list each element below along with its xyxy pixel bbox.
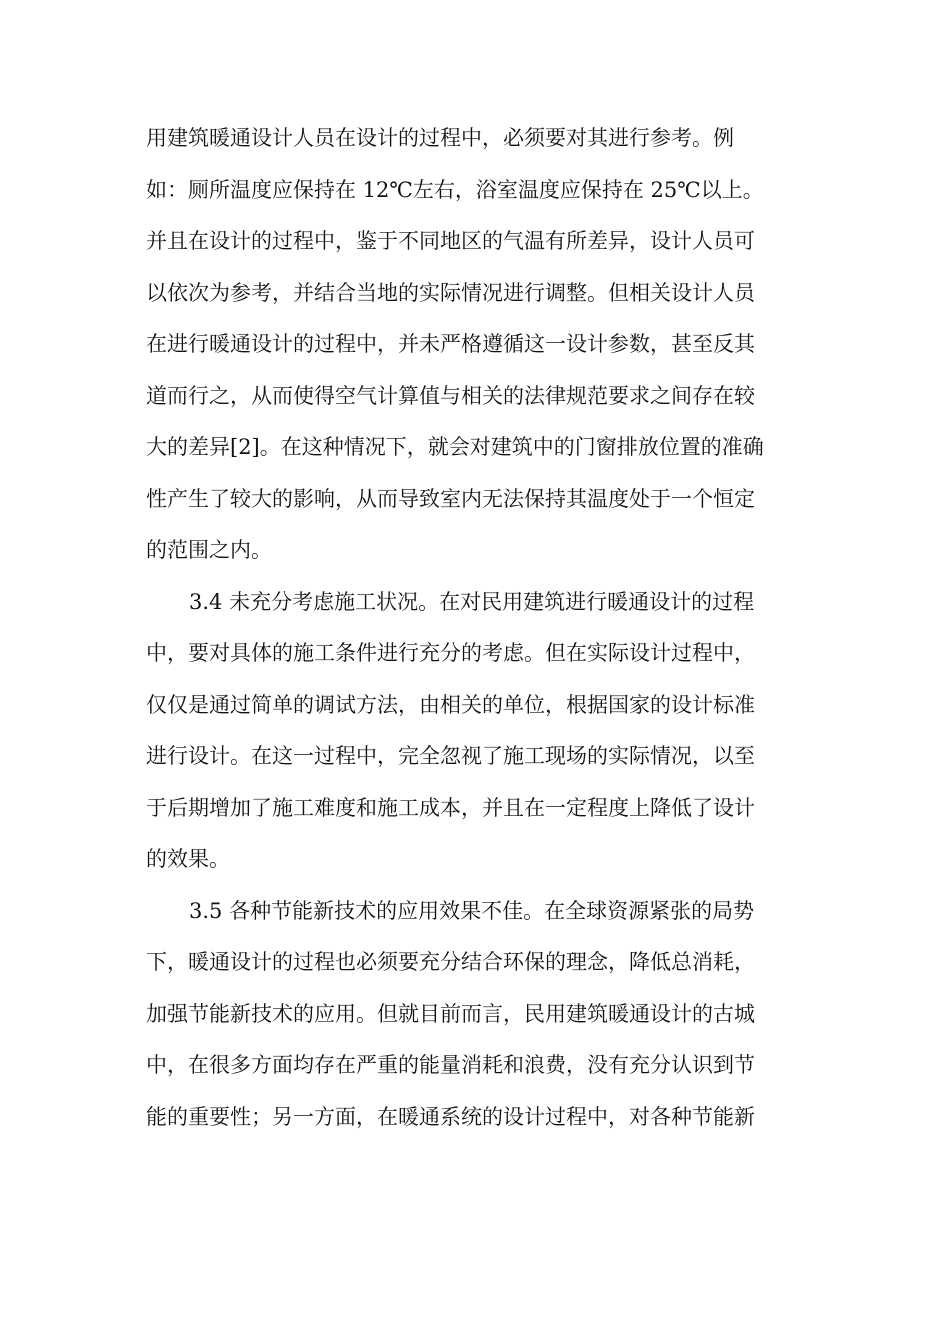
text-line: 加强节能新技术的应用。但就目前而言，民用建筑暖通设计的古城	[146, 1001, 755, 1026]
text-line: 并且在设计的过程中，鉴于不同地区的气温有所差异，设计人员可	[146, 229, 755, 253]
text-line: 仅仅是通过简单的调试方法，由相关的单位，根据国家的设计标准	[146, 692, 755, 717]
text-line: 道而行之，从而使得空气计算值与相关的法律规范要求之间存在较	[146, 383, 755, 408]
text-line: 在进行暖通设计的过程中，并未严格遵循这一设计参数，甚至反其	[146, 332, 755, 356]
text-line: 的效果。	[146, 847, 230, 871]
text-line: 中，要对具体的施工条件进行充分的考虑。但在实际设计过程中，	[146, 641, 755, 665]
text-line: 中，在很多方面均存在严重的能量消耗和浪费，没有充分认识到节	[146, 1053, 755, 1077]
text-line: 能的重要性；另一方面，在暖通系统的设计过程中，对各种节能新	[146, 1104, 755, 1129]
text-line: 大的差异[2]。在这种情况下，就会对建筑中的门窗排放位置的准确	[146, 435, 764, 459]
body-text	[146, 118, 806, 1148]
text-line: 以依次为参考，并结合当地的实际情况进行调整。但相关设计人员	[146, 280, 755, 305]
text-line: 进行设计。在这一过程中，完全忽视了施工现场的实际情况，以至	[146, 744, 755, 768]
text-line: 于后期增加了施工难度和施工成本，并且在一定程度上降低了设计	[146, 795, 755, 820]
text-line: 的范围之内。	[146, 538, 272, 562]
section-heading-line: 3.4 未充分考虑施工状况。在对民用建筑进行暖通设计的过程	[189, 589, 755, 614]
text-line: 性产生了较大的影响，从而导致室内无法保持其温度处于一个恒定	[146, 486, 755, 511]
text-line: 用建筑暖通设计人员在设计的过程中，必须要对其进行参考。例	[146, 126, 734, 150]
text-line: 如：厕所温度应保持在 12℃左右，浴室温度应保持在 25℃以上。	[146, 177, 764, 202]
section-heading-line: 3.5 各种节能新技术的应用效果不佳。在全球资源紧张的局势	[189, 898, 755, 923]
text-line: 下，暖通设计的过程也必须要充分结合环保的理念，降低总消耗，	[146, 950, 755, 974]
